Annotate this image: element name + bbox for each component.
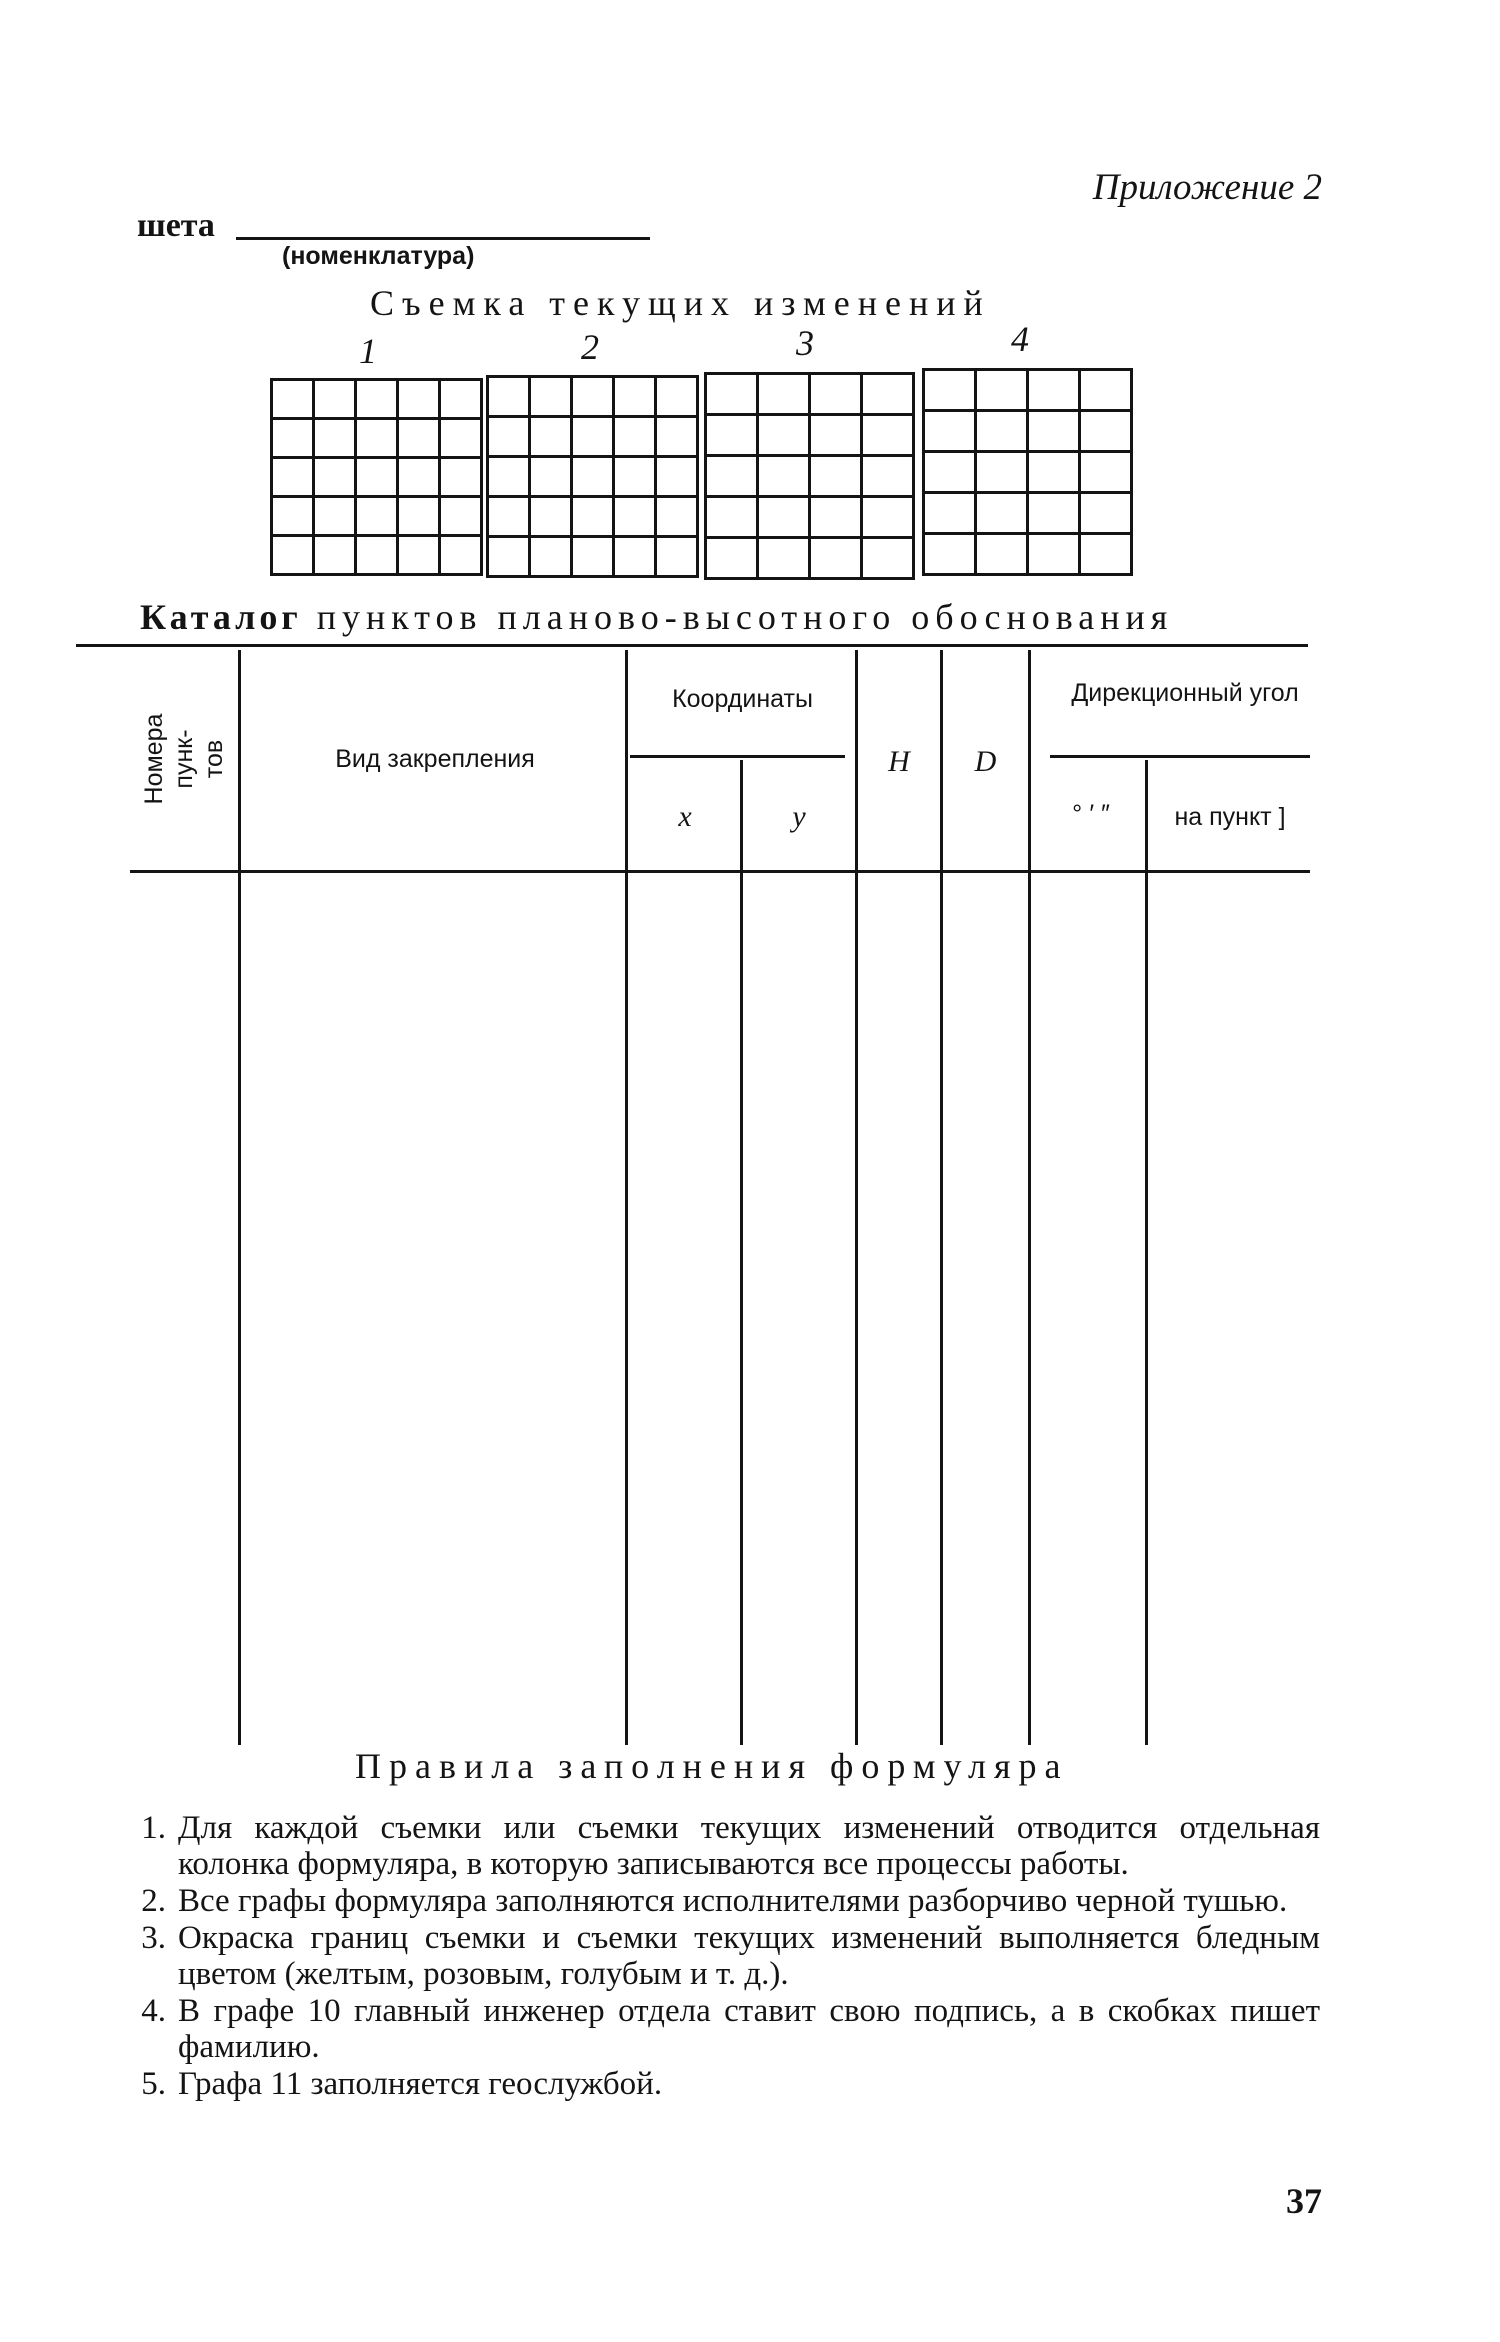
- rule-number: 2.: [141, 1883, 166, 1919]
- grid-cell: [1080, 370, 1132, 411]
- col-divider-4: [855, 650, 858, 1745]
- header-d: D: [974, 745, 997, 778]
- grid-cell: [572, 377, 614, 417]
- grid-cell: [976, 411, 1028, 452]
- rule-text: В графе 10 главный инженер отдела ставит свою подпись, а в скобках пишет фамилию.: [178, 1993, 1320, 2065]
- grid-cell: [810, 497, 862, 538]
- grid-cell: [530, 497, 572, 537]
- grid-cell: [314, 536, 356, 575]
- rule-item: [120, 2066, 1320, 2102]
- grid-cell: [924, 493, 976, 534]
- table-header-border: [130, 870, 1310, 873]
- rule-item: [120, 1810, 1320, 1882]
- grid-cell: [356, 419, 398, 458]
- grid-cell: [398, 536, 440, 575]
- grid-cell: [440, 536, 482, 575]
- survey-grid-1: [270, 378, 483, 576]
- grid-cell: [976, 452, 1028, 493]
- grid-cell: [1080, 493, 1132, 534]
- grid-cell: [1028, 452, 1080, 493]
- header-h: H: [888, 745, 910, 778]
- grid-cell: [614, 497, 656, 537]
- grid-cell: [356, 380, 398, 419]
- col-divider-6: [1028, 650, 1031, 1745]
- grid-cell: [706, 415, 758, 456]
- grid-cell: [758, 415, 810, 456]
- grid-cell: [572, 457, 614, 497]
- grid-cell: [440, 458, 482, 497]
- rule-item: [120, 1993, 1320, 2065]
- grid-cell: [440, 380, 482, 419]
- grid-cell: [924, 411, 976, 452]
- grid-cell: [356, 536, 398, 575]
- grid-cell: [272, 497, 314, 536]
- grid-label-1: 1: [359, 331, 377, 371]
- page-number: 37: [1286, 2181, 1322, 2221]
- grid-cell: [656, 457, 698, 497]
- grid-cell: [976, 493, 1028, 534]
- grid-cell: [810, 456, 862, 497]
- grid-cell: [572, 497, 614, 537]
- grid-cell: [440, 419, 482, 458]
- catalog-title: [140, 596, 1173, 638]
- grid-cell: [272, 380, 314, 419]
- header-x: x: [678, 800, 692, 833]
- angle-divider: [1050, 755, 1310, 758]
- grid-cell: [398, 458, 440, 497]
- grid-cell: [924, 534, 976, 575]
- grid-cell: [572, 417, 614, 457]
- grid-cell: [1028, 411, 1080, 452]
- grid-cell: [862, 456, 914, 497]
- grid-cell: [758, 497, 810, 538]
- grid-cell: [488, 497, 530, 537]
- grid-label-3: 3: [796, 323, 814, 363]
- rule-number: 4.: [141, 1993, 166, 2029]
- grid-cell: [1080, 411, 1132, 452]
- header-to-point: на пункт ]: [1174, 803, 1286, 831]
- grid-cell: [924, 370, 976, 411]
- grid-cell: [706, 374, 758, 415]
- grid-cell: [862, 374, 914, 415]
- survey-grid-2: [486, 375, 699, 578]
- grid-cell: [530, 417, 572, 457]
- grid-cell: [656, 377, 698, 417]
- grid-cell: [272, 458, 314, 497]
- grid-cell: [356, 497, 398, 536]
- grid-cell: [706, 497, 758, 538]
- grid-cell: [272, 536, 314, 575]
- grid-cell: [706, 456, 758, 497]
- grid-cell: [314, 380, 356, 419]
- col-divider-1: [238, 650, 241, 1745]
- header-y: y: [792, 800, 806, 833]
- grid-cell: [614, 537, 656, 577]
- grid-cell: [924, 452, 976, 493]
- header-coordinates: Координаты: [672, 685, 813, 713]
- survey-grid-4: [922, 368, 1133, 576]
- grid-label-2: 2: [581, 327, 599, 367]
- rule-text: Графа 11 заполняется геослужбой.: [178, 2066, 663, 2102]
- grid-cell: [810, 415, 862, 456]
- rule-number: 5.: [141, 2066, 166, 2102]
- grid-cell: [272, 419, 314, 458]
- sheet-label: шета: [137, 207, 215, 244]
- header-points-number-cell: [132, 650, 236, 868]
- grid-cell: [1080, 452, 1132, 493]
- grid-cell: [656, 497, 698, 537]
- grid-cell: [862, 538, 914, 579]
- header-fixing-type: Вид закрепления: [335, 745, 535, 773]
- col-divider-3: [740, 760, 743, 1745]
- grid-cell: [1028, 534, 1080, 575]
- rules-title: Правила заполнения формуляра: [355, 1746, 1069, 1786]
- grid-cell: [398, 497, 440, 536]
- grid-cell: [530, 457, 572, 497]
- grid-cell: [614, 457, 656, 497]
- grid-cell: [1028, 370, 1080, 411]
- table-top-border: [76, 644, 1308, 647]
- grid-label-4: 4: [1011, 319, 1029, 359]
- grid-cell: [488, 537, 530, 577]
- grid-cell: [862, 497, 914, 538]
- grid-cell: [488, 377, 530, 417]
- grid-cell: [398, 380, 440, 419]
- grid-cell: [758, 374, 810, 415]
- survey-title: Съемка текущих изменений: [370, 283, 991, 323]
- grid-cell: [976, 534, 1028, 575]
- catalog-title-rest: пунктов планово-высотного обоснования: [301, 597, 1174, 637]
- header-degrees: ° ′ ″: [1071, 800, 1109, 828]
- grid-cell: [810, 374, 862, 415]
- grid-cell: [314, 458, 356, 497]
- grid-cell: [572, 537, 614, 577]
- grid-cell: [758, 456, 810, 497]
- grid-cell: [314, 497, 356, 536]
- grid-cell: [976, 370, 1028, 411]
- grid-cell: [656, 417, 698, 457]
- grid-cell: [314, 419, 356, 458]
- grid-cell: [398, 419, 440, 458]
- sheet-fill-line: [236, 237, 650, 240]
- header-direction-angle: Дирекционный угол: [1071, 679, 1299, 707]
- header-points-number: Номера пунк- тов: [140, 713, 228, 805]
- catalog-title-first: Каталог: [140, 597, 302, 637]
- rule-number: 1.: [141, 1810, 166, 1846]
- col-divider-7: [1145, 760, 1148, 1745]
- rule-item: [120, 1920, 1320, 1992]
- grid-cell: [488, 457, 530, 497]
- grid-cell: [356, 458, 398, 497]
- col-divider-5: [940, 650, 943, 1745]
- grid-cell: [758, 538, 810, 579]
- appendix-label: Приложение 2: [1092, 167, 1322, 208]
- coordinates-divider: [630, 755, 845, 758]
- grid-cell: [614, 377, 656, 417]
- grid-cell: [1080, 534, 1132, 575]
- sheet-caption: (номенклатура): [282, 242, 475, 270]
- rules-list: [120, 1810, 1320, 2103]
- rule-item: [120, 1883, 1320, 1919]
- grid-cell: [440, 497, 482, 536]
- grid-cell: [862, 415, 914, 456]
- survey-grid-3: [704, 372, 915, 580]
- grid-cell: [810, 538, 862, 579]
- rule-text: Окраска границ съемки и съемки текущих изменений выполняется бледным цветом (желтым, розовым, голубым и т. д.).: [178, 1920, 1320, 1992]
- rule-text: Для каждой съемки или съемки текущих изменений отводится отдельная колонка формуляра, в которую записываются все процессы работы.: [178, 1810, 1320, 1882]
- grid-cell: [706, 538, 758, 579]
- grid-cell: [614, 417, 656, 457]
- rule-text: Все графы формуляра заполняются исполнителями разборчиво черной тушью.: [178, 1883, 1288, 1919]
- rule-number: 3.: [141, 1920, 166, 1956]
- grid-cell: [488, 417, 530, 457]
- grid-cell: [530, 377, 572, 417]
- grid-cell: [530, 537, 572, 577]
- grid-cell: [656, 537, 698, 577]
- grid-cell: [1028, 493, 1080, 534]
- col-divider-2: [625, 650, 628, 1745]
